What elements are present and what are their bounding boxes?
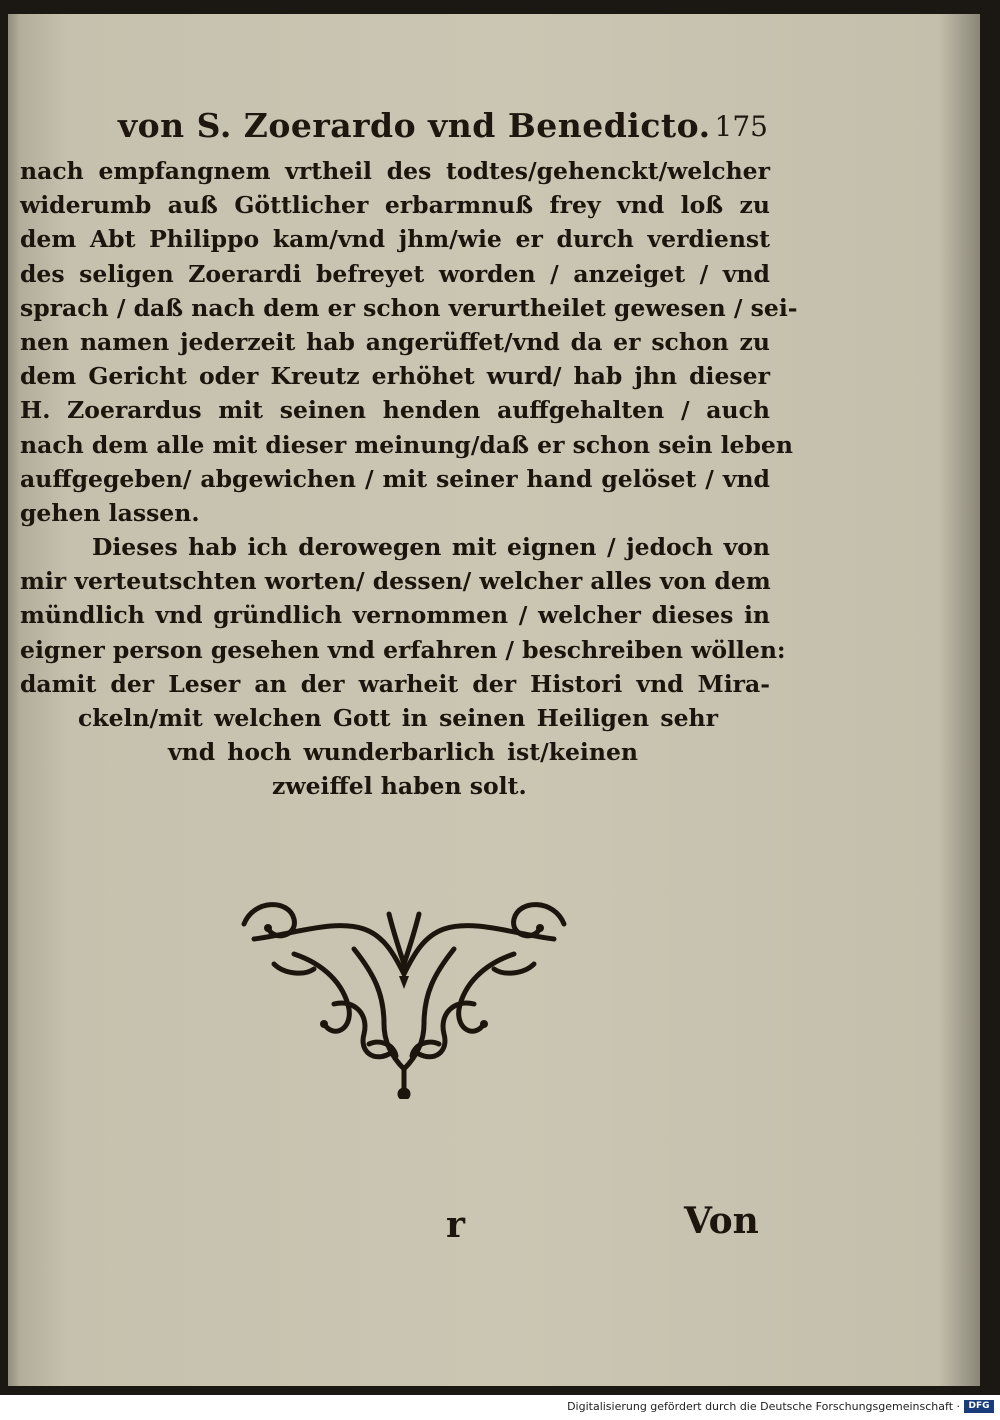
text-line: mündlich vnd gründlich vernommen / welcher dieses in xyxy=(20,601,770,630)
footer-bar xyxy=(0,1395,1000,1420)
body-text xyxy=(20,154,798,804)
text-line: widerumb auß Göttlicher erbarmnuß frey vnd loß zu xyxy=(20,191,770,220)
text-line: damit der Leser an der warheit der Histori vnd Mira- xyxy=(20,669,770,698)
text-line: dem Abt Philippo kam/vnd jhm/wie er durch verdienst xyxy=(20,225,770,254)
page-number: 175 xyxy=(714,110,768,143)
text-line: nen namen jederzeit hab angerüffet/vnd da er schon zu xyxy=(20,327,770,356)
text-line: auffgegeben/ abgewichen / mit seiner hand gelöset / vnd xyxy=(20,464,770,493)
text-line: nach dem alle mit dieser meinung/daß er schon sein leben xyxy=(20,430,793,459)
catchword: Von xyxy=(684,1200,759,1242)
text-line: vnd hoch wunderbarlich ist/keinen xyxy=(168,738,638,767)
text-line: gehen lassen. xyxy=(20,498,200,527)
text-line: nach empfangnem vrtheil des todtes/gehenckt/welcher xyxy=(20,157,770,185)
text-line: zweiffel haben solt. xyxy=(272,772,527,801)
dfg-logo-icon: DFG xyxy=(964,1400,994,1413)
paragraph-start-line: Dieses hab ich derowegen mit eignen / jedoch von xyxy=(92,533,770,562)
text-line: ckeln/mit welchen Gott in seinen Heiligen sehr xyxy=(78,704,718,732)
footer-credit: Digitalisierung gefördert durch die Deutsche Forschungsgemeinschaft · xyxy=(567,1400,960,1413)
running-head-title: von S. Zoerardo vnd Benedicto. xyxy=(118,106,711,145)
book-page xyxy=(8,14,980,1386)
text-line: dem Gericht oder Kreutz erhöhet wurd/ hab jhn dieser xyxy=(20,362,770,391)
running-head xyxy=(118,106,768,152)
text-line: H. Zoerardus mit seinen henden auffgehalten / auch xyxy=(20,396,770,425)
ornament-vignette-icon xyxy=(234,894,574,1099)
text-line: eigner person gesehen vnd erfahren / beschreiben wöllen: xyxy=(20,635,786,664)
text-line: sprach / daß nach dem er schon verurtheilet gewesen / sei- xyxy=(20,293,798,322)
signature-mark: r xyxy=(446,1204,465,1246)
text-line: mir verteutschten worten/ dessen/ welcher alles von dem xyxy=(20,567,771,596)
text-line: des seligen Zoerardi befreyet worden / anzeiget / vnd xyxy=(20,259,770,288)
